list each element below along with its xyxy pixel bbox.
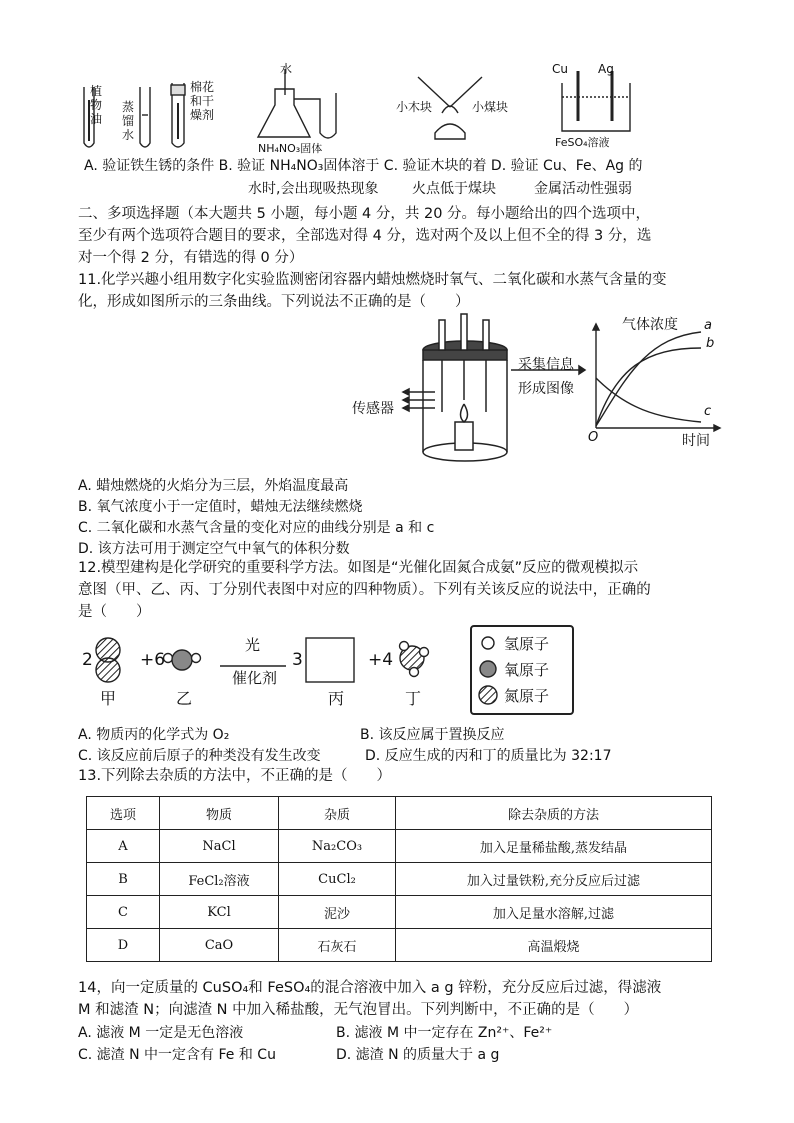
q11-xlabel: 时间 [682, 433, 710, 449]
q11-sensor-label: 传感器 [352, 401, 394, 417]
q11-option-a: A. 蜡烛燃烧的火焰分为三层，外焰温度最高 [78, 478, 349, 494]
q11-origin: O [588, 430, 599, 445]
q11-collect-label-2: 形成图像 [518, 381, 574, 397]
figure-caption-line1: A. 验证铁生锈的条件 B. 验证 NH₄NO₃固体溶于 C. 验证木块的着 D. 验证 Cu、Fe、Ag 的 [84, 158, 643, 174]
figure-caption-b2: 水时,会出现吸热现象 [248, 181, 379, 197]
section2-line2: 至少有两个选项符合题目的要求，全部选对得 4 分，选对两个及以上但不全的得 3 分，选 [78, 228, 652, 244]
table-cell: 石灰石 [279, 929, 396, 962]
table-cell: Na₂CO₃ [279, 830, 396, 863]
table-cell: KCl [160, 896, 279, 929]
q14-stem-line1: 14，向一定质量的 CuSO₄和 FeSO₄的混合溶液中加入 a g 锌粉，充分反应后过滤，得滤液 [78, 980, 662, 996]
table-row [87, 830, 712, 863]
q12-stem-line2: 意图（甲、乙、丙、丁分别代表图中对应的四种物质）。下列有关该反应的说法中，正确的 [78, 582, 651, 598]
q12-condition-top: 光 [245, 636, 261, 654]
table-cell: NaCl [160, 830, 279, 863]
q12-option-d: D. 反应生成的丙和丁的质量比为 32:17 [365, 748, 612, 764]
q13-stem: 13.下列除去杂质的方法中，不正确的是（ ） [78, 768, 392, 784]
figure-caption-c2: 火点低于煤块 [412, 181, 496, 197]
q12-stem-line3: 是（ ） [78, 604, 151, 620]
table-header-cell: 选项 [87, 797, 160, 830]
table-cell: C [87, 896, 160, 929]
q12-option-c: C. 该反应前后原子的种类没有发生改变 [78, 748, 321, 764]
q12-name-bing: 丙 [328, 689, 345, 708]
q12-condition-bottom: 催化剂 [232, 669, 278, 687]
label-d-cu: Cu [552, 62, 568, 76]
section2-line3: 对一个得 2 分，有错选的得 0 分） [78, 250, 304, 266]
table-header-cell: 物质 [160, 797, 279, 830]
label-b-water: 水 [280, 62, 293, 76]
legend-symbols [478, 631, 498, 709]
q11-collect-label-1: 采集信息 [518, 357, 574, 373]
table-cell: 加入足量稀盐酸,蒸发结晶 [396, 830, 712, 863]
label-a-cotton: 棉花和干燥剂 [190, 80, 215, 122]
q11-option-b: B. 氧气浓度小于一定值时，蜡烛无法继续燃烧 [78, 499, 363, 515]
label-d-ag: Ag [598, 62, 614, 76]
label-b-solid: NH₄NO₃固体 [258, 142, 323, 155]
table-row [87, 896, 712, 929]
label-c-coal: 小煤块 [472, 100, 509, 114]
q12-legend [470, 625, 574, 715]
table-cell: D [87, 929, 160, 962]
table-cell: A [87, 830, 160, 863]
q12-option-b: B. 该反应属于置换反应 [360, 727, 505, 743]
q14-option-b: B. 滤液 M 中一定存在 Zn²⁺、Fe²⁺ [336, 1025, 553, 1041]
q11-option-d: D. 该方法可用于测定空气中氧气的体积分数 [78, 541, 350, 557]
q12-coef-1: 2 [82, 650, 93, 670]
q13-table [86, 796, 712, 962]
q12-name-jia: 甲 [100, 689, 117, 708]
table-row [87, 929, 712, 962]
q12-name-yi: 乙 [176, 689, 193, 708]
q11-concentration-plot [586, 318, 726, 438]
legend-nitrogen: 氮原子 [504, 687, 550, 705]
q12-stem-line1: 12.模型建构是化学研究的重要科学方法。如图是“光催化固氮合成氨”反应的微观模拟示 [78, 560, 639, 576]
q14-option-a: A. 滤液 M 一定是无色溶液 [78, 1025, 244, 1041]
q14-option-d: D. 滤渣 N 的质量大于 a g [336, 1047, 500, 1063]
q11-curve-a-label: a [704, 318, 712, 333]
label-c-wood: 小木块 [396, 100, 433, 114]
label-a-water: 蒸馏水 [122, 100, 135, 142]
curve-b [596, 348, 701, 426]
q14-option-c: C. 滤渣 N 中一定含有 Fe 和 Cu [78, 1047, 276, 1063]
table-header-cell: 杂质 [279, 797, 396, 830]
figure-d-beaker [562, 71, 630, 131]
q11-option-c: C. 二氧化碳和水蒸气含量的变化对应的曲线分别是 a 和 c [78, 520, 435, 536]
table-header-row [87, 797, 712, 830]
q11-curve-b-label: b [706, 336, 715, 351]
q11-stem-line2: 化，形成如图所示的三条曲线。下列说法不正确的是（ ） [78, 294, 470, 310]
table-cell: 加入足量水溶解,过滤 [396, 896, 712, 929]
q11-ylabel: 气体浓度 [622, 317, 678, 333]
table-cell: FeCl₂溶液 [160, 863, 279, 896]
q14-stem-line2: M 和滤渣 N；向滤渣 N 中加入稀盐酸，无气泡冒出。下列判断中，不正确的是（ ） [78, 1002, 639, 1018]
table-header-cell: 除去杂质的方法 [396, 797, 712, 830]
q12-coef-3: 3 [292, 650, 303, 670]
label-d-solution: FeSO₄溶液 [555, 136, 610, 149]
q12-coef-2: +6 [140, 650, 166, 670]
q12-coef-4: +4 [368, 650, 394, 670]
section2-line1: 二、多项选择题（本大题共 5 小题，每小题 4 分，共 20 分。每小题给出的四个选项中， [78, 206, 651, 222]
table-cell: 加入过量铁粉,充分反应后过滤 [396, 863, 712, 896]
label-a-oil: 植物油 [90, 84, 103, 126]
table-cell: 泥沙 [279, 896, 396, 929]
table-row [87, 863, 712, 896]
q12-option-a: A. 物质丙的化学式为 O₂ [78, 727, 230, 743]
figure-b-flask [258, 69, 336, 138]
table-cell: CuCl₂ [279, 863, 396, 896]
legend-hydrogen: 氢原子 [504, 635, 550, 653]
table-cell: B [87, 863, 160, 896]
q11-stem-line1: 11.化学兴趣小组用数字化实验监测密闭容器内蜡烛燃烧时氧气、二氧化碳和水蒸气含量的变 [78, 272, 667, 288]
table-cell: CaO [160, 929, 279, 962]
table-cell: 高温煅烧 [396, 929, 712, 962]
legend-oxygen: 氧原子 [504, 661, 550, 679]
figure-caption-d2: 金属活动性强弱 [534, 181, 632, 197]
q11-curve-c-label: c [704, 404, 712, 419]
q12-name-ding: 丁 [405, 689, 422, 708]
